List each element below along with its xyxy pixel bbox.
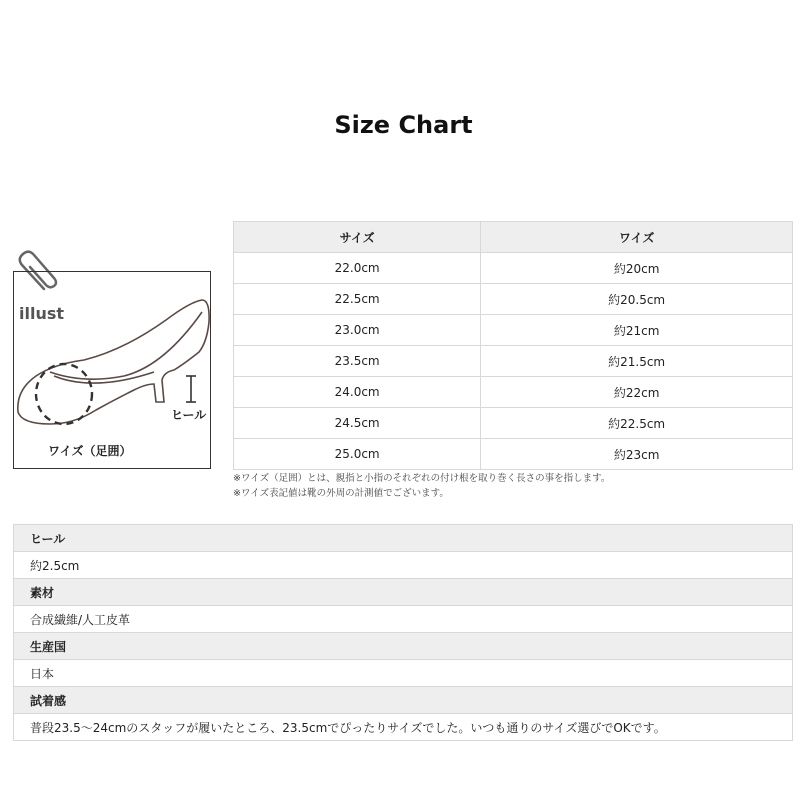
cell-size: 22.5cm bbox=[234, 284, 481, 315]
spec-table bbox=[13, 524, 793, 741]
note-line: ※ワイズ（足囲）とは、親指と小指のそれぞれの付け根を取り巻く長さの事を指します。 bbox=[233, 473, 611, 484]
cell-width: 約23cm bbox=[481, 439, 793, 470]
spec-heading-row bbox=[14, 687, 793, 714]
heel-height-marker bbox=[186, 376, 196, 402]
spec-heading-fit: 試着感 bbox=[14, 687, 793, 714]
spec-value-fit: 普段23.5～24cmのスタッフが履いたところ、23.5cmでぴったりサイズでした。いつも通りのサイズ選びでOKです。 bbox=[14, 714, 793, 741]
table-row bbox=[234, 408, 793, 439]
pump-shoe-icon bbox=[14, 272, 210, 468]
table-row bbox=[234, 377, 793, 408]
spec-heading-heel: ヒール bbox=[14, 525, 793, 552]
width-label: ワイズ（足囲） bbox=[48, 444, 132, 458]
spec-heading-row bbox=[14, 525, 793, 552]
width-indicator bbox=[36, 364, 92, 424]
cell-size: 25.0cm bbox=[234, 439, 481, 470]
illust-label: illust bbox=[19, 304, 65, 323]
spec-value-heel: 約2.5cm bbox=[14, 552, 793, 579]
spec-heading-row bbox=[14, 633, 793, 660]
spec-value-origin: 日本 bbox=[14, 660, 793, 687]
spec-value-row bbox=[14, 606, 793, 633]
spec-heading-origin: 生産国 bbox=[14, 633, 793, 660]
spec-heading-material: 素材 bbox=[14, 579, 793, 606]
size-notes bbox=[233, 471, 610, 501]
table-row bbox=[234, 439, 793, 470]
table-row bbox=[234, 253, 793, 284]
spec-value-row bbox=[14, 714, 793, 741]
cell-width: 約21.5cm bbox=[481, 346, 793, 377]
size-table bbox=[233, 221, 793, 470]
table-row bbox=[234, 346, 793, 377]
cell-size: 23.5cm bbox=[234, 346, 481, 377]
header-size: サイズ bbox=[234, 222, 481, 253]
size-table-header bbox=[234, 222, 793, 253]
table-row bbox=[234, 284, 793, 315]
cell-size: 24.0cm bbox=[234, 377, 481, 408]
cell-width: 約20.5cm bbox=[481, 284, 793, 315]
cell-width: 約20cm bbox=[481, 253, 793, 284]
cell-width: 約21cm bbox=[481, 315, 793, 346]
page-title: Size Chart bbox=[334, 111, 473, 139]
cell-width: 約22cm bbox=[481, 377, 793, 408]
spec-value-material: 合成繊維/人工皮革 bbox=[14, 606, 793, 633]
header-width: ワイズ bbox=[481, 222, 793, 253]
table-row bbox=[234, 315, 793, 346]
cell-size: 24.5cm bbox=[234, 408, 481, 439]
note-line: ※ワイズ表記値は靴の外周の計測値でございます。 bbox=[233, 488, 449, 499]
cell-size: 22.0cm bbox=[234, 253, 481, 284]
heel-label: ヒール bbox=[171, 408, 207, 422]
shoe-illustration bbox=[13, 271, 211, 469]
spec-value-row bbox=[14, 660, 793, 687]
spec-heading-row bbox=[14, 579, 793, 606]
spec-value-row bbox=[14, 552, 793, 579]
cell-width: 約22.5cm bbox=[481, 408, 793, 439]
cell-size: 23.0cm bbox=[234, 315, 481, 346]
